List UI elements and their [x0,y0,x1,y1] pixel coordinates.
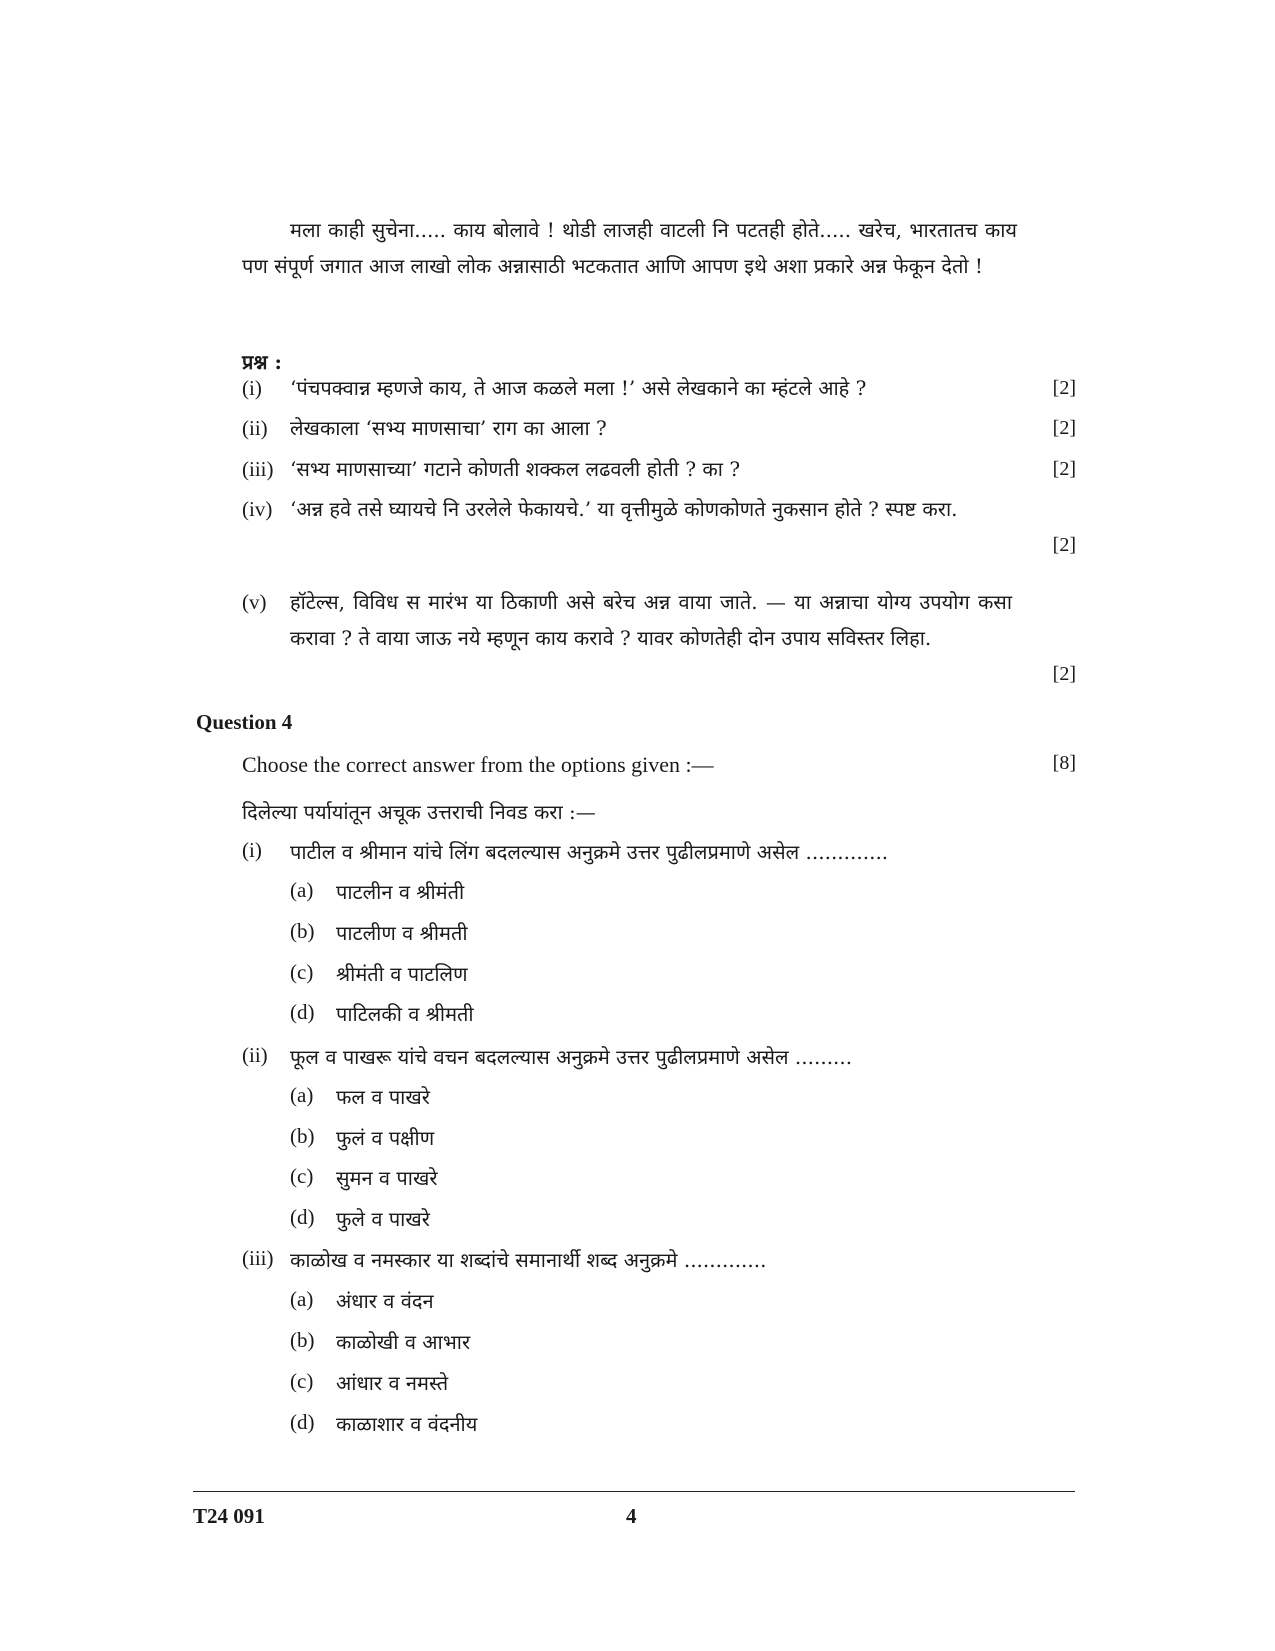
passage [242,212,1017,284]
marks: [2] [1052,417,1076,439]
q3-item-number: (i) [242,376,262,400]
marks: [2] [1052,663,1076,685]
option-text: फुलं व पक्षीण [336,1126,435,1150]
q3-item-number: (ii) [242,416,268,440]
sub-question-text: काळोख व नमस्कार या शब्दांचे समानार्थी शब्द अनुक्रमे ............. [290,1248,767,1272]
option-text: फल व पाखरे [336,1085,430,1109]
q3-item-text: लेखकाला ‘सभ्य माणसाचा’ राग का आला ? [290,416,607,440]
option-label: (a) [290,878,314,902]
option-label: (d) [290,1205,315,1229]
q3-item-number: (iv) [242,497,273,521]
marks: [8] [1052,752,1076,774]
option-text: काळाशार व वंदनीय [336,1412,478,1436]
option-text: फुले व पाखरे [336,1207,430,1231]
sub-question-number: (iii) [242,1246,274,1270]
option-label: (a) [290,1083,314,1107]
question-4-instruction-en [242,752,1076,778]
passage-text: मला काही सुचेना..... काय बोलावे ! थोडी लाजही वाटली नि पटतही होते..... खरेच, भारतातच काय पण संपूर्ण जगात आज लाखो लोक अन्नासाठी भटकतात आणि आपण इथे अशा प्रकारे अन्न फेकून देतो ! [242,218,1017,278]
q3-item-text: ‘सभ्य माणसाच्या’ गटाने कोणती शक्कल लढवली होती ? का ? [290,457,741,481]
footer-divider [193,1491,1075,1492]
questions-label: प्रश्न : [242,350,282,374]
sub-question-number: (ii) [242,1043,268,1067]
marks: [2] [1052,534,1076,556]
sub-question-text: फूल व पाखरू यांचे वचन बदलल्यास अनुक्रमे उत्तर पुढीलप्रमाणे असेल ......... [290,1045,853,1069]
option-text: पाटिलकी व श्रीमती [336,1002,474,1026]
option-text: सुमन व पाखरे [336,1166,438,1190]
option-label: (b) [290,1124,315,1148]
sub-question-number: (i) [242,838,262,862]
marks: [2] [1052,458,1076,480]
option-text: आंधार व नमस्ते [336,1371,449,1395]
q3-item-number: (v) [242,590,267,614]
option-text: पाटलीण व श्रीमती [336,921,468,945]
sub-question-text: पाटील व श्रीमान यांचे लिंग बदलल्यास अनुक्रमे उत्तर पुढीलप्रमाणे असेल ............. [290,840,889,864]
page-number: 4 [626,1504,637,1528]
option-label: (c) [290,960,314,984]
question-4-heading: Question 4 [196,710,293,734]
option-text: पाटलीन व श्रीमंती [336,880,465,904]
q3-item-text: हॉटेल्स, विविध स मारंभ या ठिकाणी असे बरेच अन्न वाया जाते. — या अन्नाचा योग्य उपयोग कसा करावा ? ते वाया जाऊ नये म्हणून काय करावे ? यावर कोणतेही दोन उपाय सविस्तर लिहा. [290,590,1012,650]
q3-item-5 [242,584,1076,696]
instruction-en-text: Choose the correct answer from the options given :— [242,752,714,777]
option-label: (b) [290,1328,315,1352]
option-label: (d) [290,1000,315,1024]
marks: [2] [1052,377,1076,399]
option-text: अंधार व वंदन [336,1289,434,1313]
option-label: (d) [290,1410,315,1434]
q3-item-text: ‘पंचपक्वान्न म्हणजे काय, ते आज कळले मला !’ असे लेखकाने का म्हंटले आहे ? [290,376,867,400]
option-label: (c) [290,1164,314,1188]
q3-item-number: (iii) [242,457,274,481]
q3-item-text: ‘अन्न हवे तसे घ्यायचे नि उरलेले फेकायचे.’ या वृत्तीमुळे कोणकोणते नुकसान होते ? स्पष्ट करा. [290,497,958,521]
option-label: (a) [290,1287,314,1311]
option-label: (b) [290,919,315,943]
option-label: (c) [290,1369,314,1393]
option-text: श्रीमंती व पाटलिण [336,962,468,986]
q3-item-4 [242,491,1076,567]
paper-code: T24 091 [193,1504,265,1528]
option-text: काळोखी व आभार [336,1330,471,1354]
question-4-instruction-mr: दिलेल्या पर्यायांतून अचूक उत्तराची निवड करा :— [242,800,596,824]
